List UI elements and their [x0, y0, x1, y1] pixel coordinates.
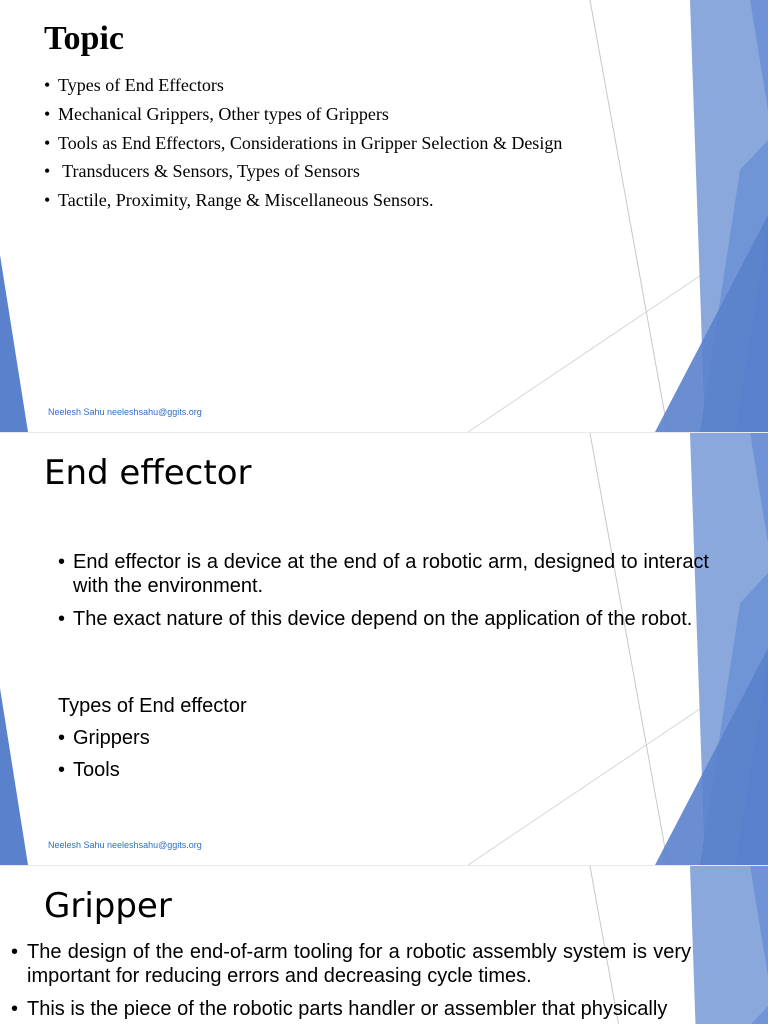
slide-topic: [0, 0, 768, 432]
list-item: • Grippers: [73, 726, 150, 758]
slide-footer: Neelesh Sahu neeleshsahu@ggits.org: [48, 407, 202, 417]
definition-list: [73, 550, 709, 640]
subheading: Types of End effector: [58, 695, 247, 717]
list-item: • End effector is a device at the end of a robotic arm, designed to interact with the environment.: [73, 550, 709, 598]
gripper-list: [27, 940, 691, 1024]
list-item: • Types of End Effectors: [58, 72, 658, 101]
decorative-background: [0, 0, 768, 432]
list-item: • The design of the end-of-arm tooling for a robotic assembly system is very important for reducing errors and decreasing cycle times.: [27, 940, 691, 988]
list-item: • The exact nature of this device depend on the application of the robot.: [73, 607, 709, 631]
slide-gripper: [0, 866, 768, 1024]
list-item: • This is the piece of the robotic parts handler or assembler that physically: [27, 997, 691, 1021]
list-item: • Transducers & Sensors, Types of Sensors: [58, 158, 658, 187]
types-list: [73, 726, 150, 790]
list-item: • Tactile, Proximity, Range & Miscellaneous Sensors.: [58, 187, 658, 216]
list-item: • Tools: [73, 758, 150, 790]
slide-title: Topic: [44, 20, 125, 57]
list-item: • Mechanical Grippers, Other types of Grippers: [58, 101, 658, 130]
slide-footer: Neelesh Sahu neeleshsahu@ggits.org: [48, 840, 202, 850]
slide-title: Gripper: [44, 886, 172, 926]
list-item: • Tools as End Effectors, Considerations in Gripper Selection & Design: [58, 130, 658, 159]
decorative-background: [0, 433, 768, 865]
slide-title: End effector: [44, 453, 252, 493]
topic-list: [58, 72, 658, 216]
slide-end-effector: [0, 433, 768, 865]
